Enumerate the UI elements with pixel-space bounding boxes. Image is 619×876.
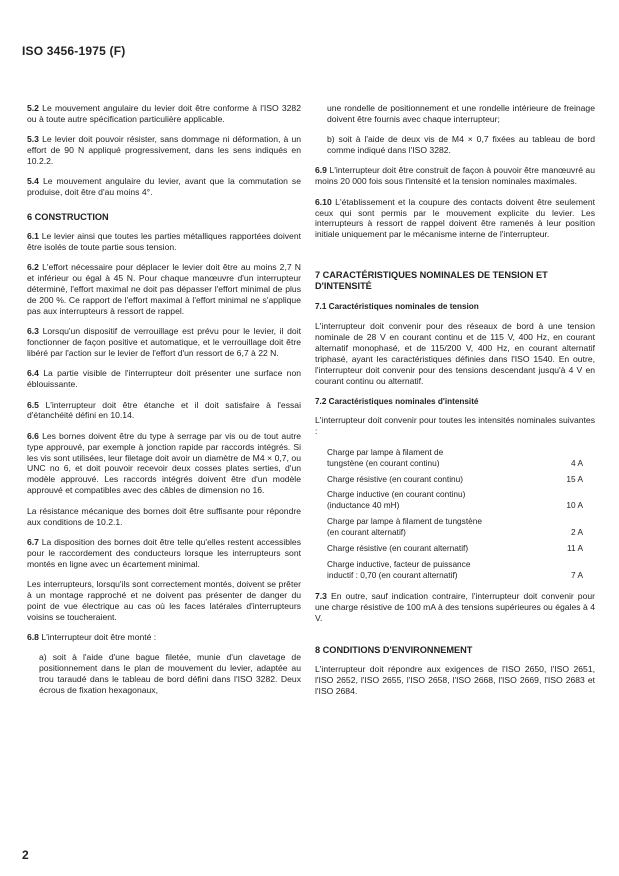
clause-6-7-continued: Les interrupteurs, lorsqu'ils sont correctement montés, doivent se prêter à un montage rapproché et ne doivent pas présenter de danger du point de vue électrique au cas où les faces latérales d'interrupteurs voisins se toucheraient.: [27, 578, 301, 622]
document-header: ISO 3456-1975 (F): [22, 44, 126, 58]
clause-6-2: 6.2 L'effort nécessaire pour déplacer le levier doit être au moins 2,7 N et inférieur ou égal à 45 N. Pour chaque manœuvre d'un interrupteur déterminé, l'effort maximal ne doit pas dépasser l'effort minimal de plus de 200 %. Ce rapport de l'effort maximal à l'effort minimal ne s'applique pas aux interrupteurs à ressort de rappel.: [27, 262, 301, 316]
rating-item: Charge inductive, facteur de puissance inductif : 0,70 (en courant alternatif) 7 A: [327, 558, 583, 580]
clause-6-8-item-b: b) soit à l'aide de deux vis de M4 × 0,7 fixées au tableau de bord comme indiqué dans l'ISO 3282.: [327, 134, 595, 156]
clause-7-1: L'interrupteur doit convenir pour des réseaux de bord à une tension nominale de 28 V en courant continu et de 115 V, 400 Hz, en courant alternatif monophasé, et de 115/200 V, 400 Hz, en courant alternatif triphasé, ayant les caractéristiques définies dans l'ISO 1540. En outre, l'interrupteur doit convenir pour des tensions descendant jusqu'à 4 V en courant continu ou alternatif.: [315, 321, 595, 386]
rating-value: 4 A: [571, 457, 583, 468]
rating-value: 15 A: [566, 473, 583, 484]
clause-5-2: 5.2 Le mouvement angulaire du levier doit être conforme à l'ISO 3282 ou à toute autre spécification particulière applicable.: [27, 103, 301, 124]
current-ratings-list: [327, 447, 583, 581]
clause-6-8-item-a-continued: une rondelle de positionnement et une rondelle intérieure de freinage doivent être fournis avec chaque interrupteur;: [327, 103, 595, 124]
clause-6-6: 6.6 Les bornes doivent être du type à serrage par vis ou de tout autre type approuvé, par exemple à jonction rapide par raccords intégrés. Si les vis sont utilisées, leur filetage doit avoir un diamètre de M4 × 0,7, ou UNC no 6, et doit pouvoir recevoir deux cosses plates serties, d'un modèle approuvé. Les raccords intégrés doivent être d'un modèle approuvé et compatibles avec des câbles de dimension no 16.: [27, 430, 301, 496]
clause-6-10: 6.10 L'établissement et la coupure des contacts doivent être seulement ceux qui sont permis par le mouvement explicite du levier. Les interrupteurs à ressort de rappel doivent être ramenés à leur position initiale uniquement par le mécanisme interne de l'interrupteur.: [315, 196, 595, 240]
clause-7-1-heading: 7.1 Caractéristiques nominales de tension: [315, 302, 479, 312]
page-number: 2: [22, 848, 29, 862]
rating-value: 2 A: [571, 527, 583, 538]
clause-6-9: 6.9 L'interrupteur doit être construit de façon à pouvoir être manœuvré au moins 20 000 fois sous l'intensité et la tension nominales maximales.: [315, 165, 595, 187]
rating-value: 11 A: [567, 543, 583, 554]
section-7-heading: 7 CARACTÉRISTIQUES NOMINALES DE TENSION ET D'INTENSITÉ: [315, 270, 548, 292]
left-column: [27, 103, 301, 705]
rating-value: 7 A: [571, 569, 583, 580]
clause-6-6-continued: La résistance mécanique des bornes doit être suffisante pour répondre aux conditions de 10.2.1.: [27, 505, 301, 527]
clause-6-4: 6.4 La partie visible de l'interrupteur doit présenter une surface non éblouissante.: [27, 368, 302, 390]
clause-6-3: 6.3 Lorsqu'un dispositif de verrouillage est prévu pour le levier, il doit fonctionner de façon positive et automatique, et le verrouillage doit être libéré par l'action sur le levier de l'effort d'un ressort de 6,7 à 22 N.: [27, 326, 301, 359]
rating-value: 10 A: [566, 500, 583, 511]
right-column: [315, 103, 595, 707]
rating-item: Charge par lampe à filament de tungstène (en courant alternatif) 2 A: [327, 516, 583, 538]
clause-6-8-item-a: a) soit à l'aide d'une bague filetée, munie d'un clavetage de positionnement dans le plan de mouvement du levier, adaptée au trou taraudé dans le tableau de bord défini dans l'ISO 3282. Deux écrous de fixation hexagonaux,: [39, 652, 301, 695]
clause-5-4: 5.4 Le mouvement angulaire du levier, avant que la commutation se produise, doit être d'au moins 4°.: [27, 176, 302, 198]
clause-7-2: L'interrupteur doit convenir pour toutes les intensités nominales suivantes :: [315, 415, 595, 437]
clause-8: L'interrupteur doit répondre aux exigences de l'ISO 2650, l'ISO 2651, l'ISO 2652, l'ISO 2655, l'ISO 2658, l'ISO 2668, l'ISO 2669, l'ISO 2683 et l'ISO 2684.: [315, 664, 595, 697]
rating-item: Charge résistive (en courant continu) 15 A: [327, 473, 583, 484]
section-8-heading: 8 CONDITIONS D'ENVIRONNEMENT: [315, 645, 473, 656]
clause-7-3: 7.3 En outre, sauf indication contraire, l'interrupteur doit convenir pour une charge résistive de 100 mA à des tensions supérieures ou égales à 4 V.: [315, 590, 596, 623]
clause-6-8: 6.8 L'interrupteur doit être monté :: [27, 631, 157, 642]
section-6-heading: 6 CONSTRUCTION: [27, 212, 109, 223]
clause-7-2-heading: 7.2 Caractéristiques nominales d'intensité: [315, 396, 479, 406]
rating-item: Charge inductive (en courant continu) (inductance 40 mH) 10 A: [327, 489, 583, 511]
rating-item: Charge par lampe à filament de tungstène (en courant continu) 4 A: [327, 446, 583, 468]
clause-5-3: 5.3 Le levier doit pouvoir résister, sans dommage ni déformation, à un effort de 90 N appliqué progressivement, dans les sens indiqués en 10.2.2.: [27, 134, 301, 167]
clause-6-1: 6.1 Le levier ainsi que toutes les parties métalliques rapportées doivent être isolés de toute partie sous tension.: [27, 231, 301, 253]
rating-item: Charge résistive (en courant alternatif) 11 A: [327, 543, 583, 554]
clause-6-5: 6.5 L'interrupteur doit être étanche et il doit satisfaire à l'essai d'étanchéité défini en 10.14.: [27, 399, 301, 421]
clause-6-7: 6.7 La disposition des bornes doit être telle qu'elles restent accessibles pour le raccordement des conducteurs lorsque les interrupteurs sont montés en ligne avec un écartement minimal.: [27, 536, 301, 569]
